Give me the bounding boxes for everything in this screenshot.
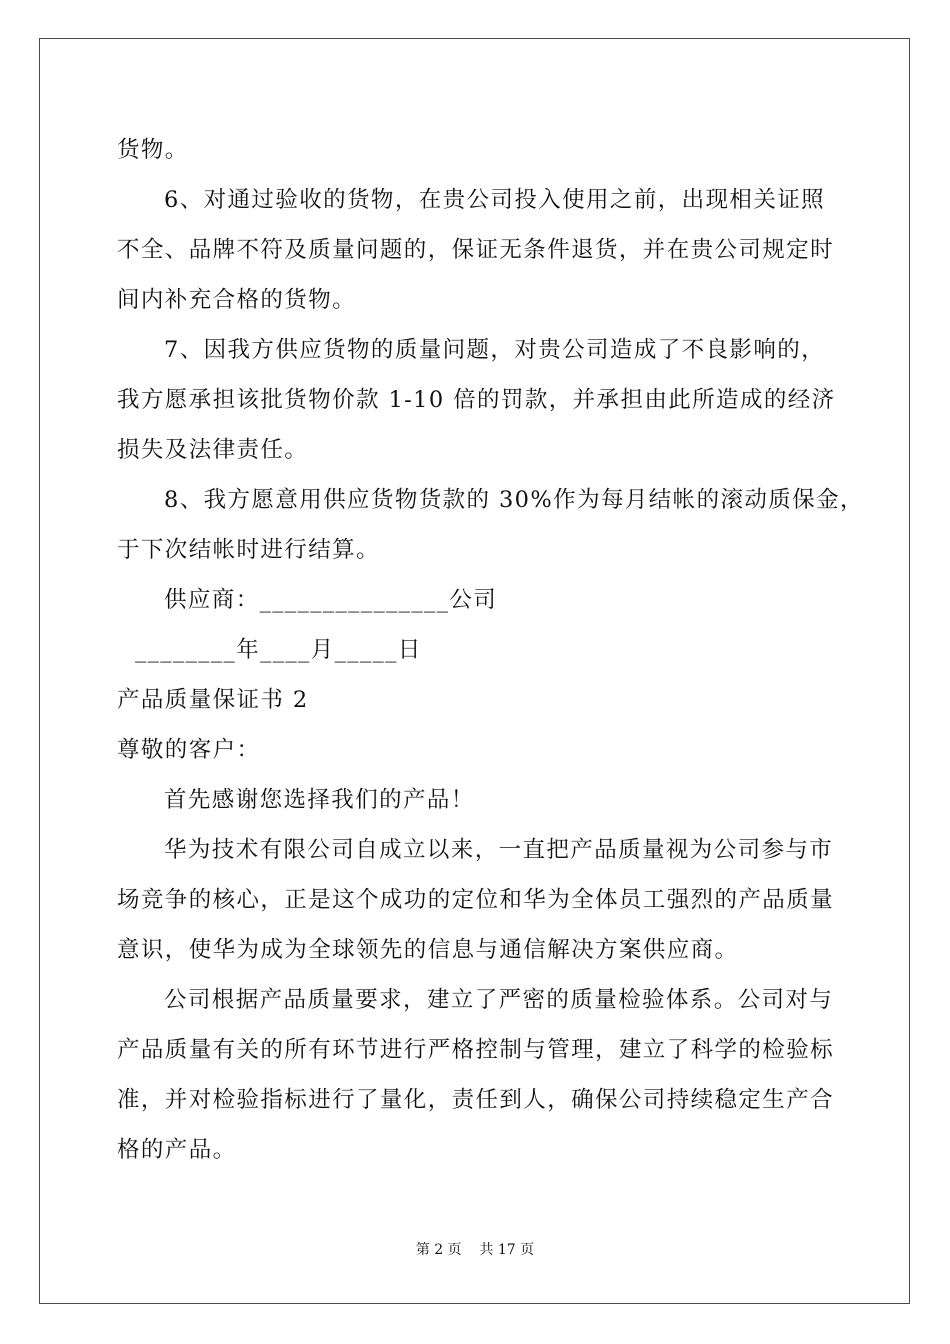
- text-line: 间内补充合格的货物。: [117, 287, 357, 313]
- text-line: 准，并对检验指标进行了量化，责任到人，确保公司持续稳定生产合: [117, 1087, 835, 1113]
- text-line: 我方愿承担该批货物价款 1-10 倍的罚款，并承担由此所造成的经济: [117, 387, 836, 413]
- date-line: ________年____月_____日: [135, 637, 422, 663]
- text-line: 产品质量有关的所有环节进行严格控制与管理，建立了科学的检验标: [117, 1037, 835, 1063]
- salutation: 尊敬的客户：: [117, 737, 261, 763]
- supplier-signature-line: 供应商：_______________公司: [164, 587, 498, 613]
- text-line: 场竞争的核心，正是这个成功的定位和华为全体员工强烈的产品质量: [117, 887, 835, 913]
- text-line: 货物。: [117, 137, 189, 163]
- section-title: 产品质量保证书 2: [117, 687, 309, 713]
- paragraph-item-7: 7、因我方供应货物的质量问题，对贵公司造成了不良影响的，: [164, 337, 826, 363]
- page-number-footer: 第 2 页 共 17 页: [415, 1242, 535, 1258]
- text-line: 首先感谢您选择我们的产品！: [164, 787, 475, 813]
- text-line: 于下次结帐时进行结算。: [117, 537, 380, 563]
- text-line: 格的产品。: [117, 1137, 237, 1163]
- text-line: 意识，使华为成为全球领先的信息与通信解决方案供应商。: [117, 937, 739, 963]
- text-line: 不全、品牌不符及质量问题的，保证无条件退货，并在贵公司规定时: [117, 237, 835, 263]
- text-line: 华为技术有限公司自成立以来，一直把产品质量视为公司参与市: [164, 837, 834, 863]
- paragraph-item-8: 8、我方愿意用供应货物货款的 30%作为每月结帐的滚动质保金，: [164, 487, 864, 513]
- text-line: 损失及法律责任。: [117, 437, 309, 463]
- paragraph-item-6: 6、对通过验收的货物，在贵公司投入使用之前，出现相关证照: [164, 187, 826, 213]
- text-line: 公司根据产品质量要求，建立了严密的质量检验体系。公司对与: [164, 987, 834, 1013]
